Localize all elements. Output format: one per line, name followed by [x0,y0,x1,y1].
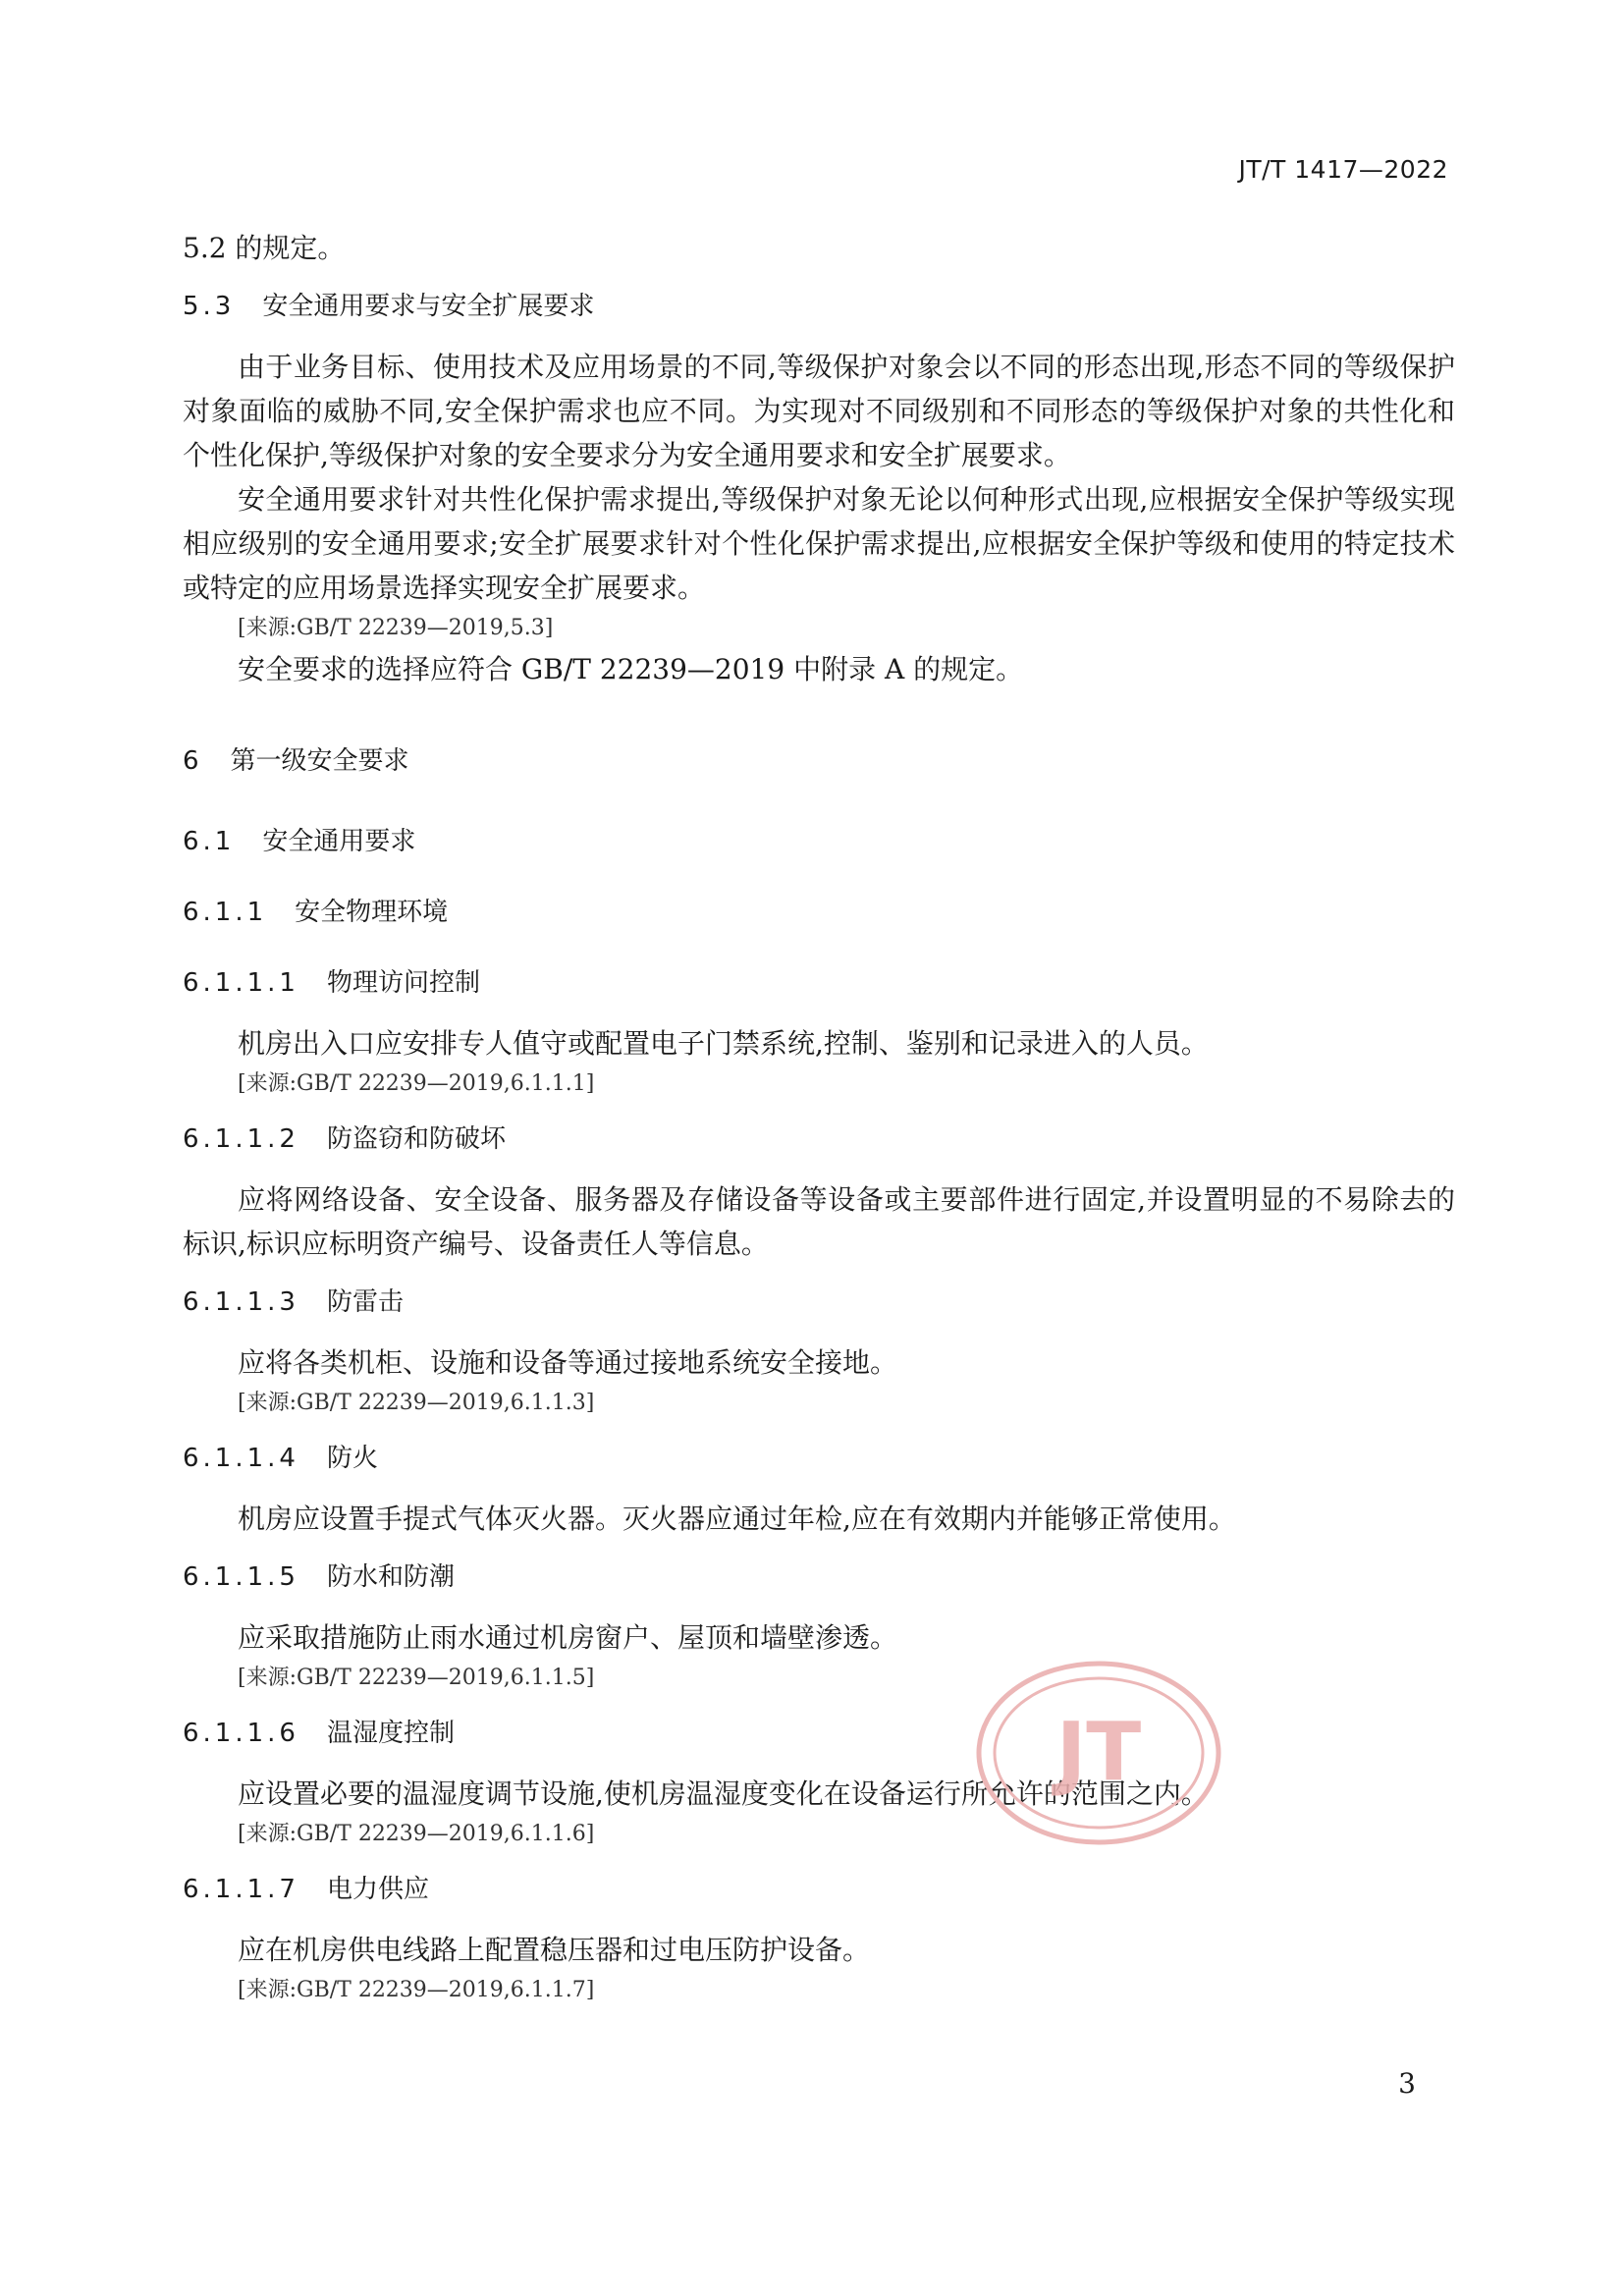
section-title: 物理访问控制 [326,968,480,998]
source-reference: [来源:GB/T 22239—2019,6.1.1.1] [238,1071,595,1096]
section-number: 6.1.1.1 [183,968,299,998]
paragraph: 由于业务目标、使用技术及应用场景的不同,等级保护对象会以不同的形态出现,形态不同的等级保护对象面临的威胁不同,安全保护需求也应不同。为实现对不同级别和不同形态的等级保护对象的共性化和个性化保护,等级保护对象的安全要求分为安全通用要求和安全扩展要求。 [183,351,1455,471]
paragraph: 应在机房供电线路上配置稳压器和过电压防护设备。 [238,1934,871,1966]
section-title: 防雷击 [326,1287,404,1317]
source-reference: [来源:GB/T 22239—2019,6.1.1.5] [238,1666,595,1690]
section-title: 电力供应 [326,1875,429,1904]
page-number: 3 [1398,2067,1416,2100]
source-reference: [来源:GB/T 22239—2019,5.3] [238,616,554,640]
section-title: 防水和防潮 [326,1562,455,1592]
section-number: 6 [183,746,203,776]
section-number: 6.1.1.3 [183,1287,299,1317]
standard-id: JT/T 1417—2022 [1238,155,1448,184]
section-number: 6.1.1.2 [183,1124,299,1154]
section-number: 6.1.1.4 [183,1444,299,1473]
section-number: 6.1.1.7 [183,1875,299,1904]
section-title: 安全通用要求与安全扩展要求 [262,292,595,321]
section-heading [183,1557,1455,1598]
section-title: 安全通用要求 [262,827,416,856]
paragraph: 机房应设置手提式气体灭火器。灭火器应通过年检,应在有效期内并能够正常使用。 [238,1503,1236,1535]
section-heading [183,1713,1455,1754]
section-title: 防火 [326,1444,378,1473]
paragraph: 安全通用要求针对共性化保护需求提出,等级保护对象无论以何种形式出现,应根据安全保护等级实现相应级别的安全通用要求;安全扩展要求针对个性化保护需求提出,应根据安全保护等级和使用的特定技术或特定的应用场景选择实现安全扩展要求。 [183,483,1455,604]
section-heading [183,892,1455,933]
document-body [183,226,1455,2009]
section-number: 6.1.1.6 [183,1719,299,1748]
section-title: 安全物理环境 [295,898,449,927]
section-heading [183,286,1455,327]
section-title: 温湿度控制 [326,1719,455,1748]
section-heading [183,1282,1455,1323]
source-reference: [来源:GB/T 22239—2019,6.1.1.6] [238,1822,595,1846]
paragraph: 5.2 的规定。 [183,232,346,264]
source-reference: [来源:GB/T 22239—2019,6.1.1.7] [238,1978,595,2002]
section-number: 6.1.1 [183,898,268,927]
section-heading [183,1119,1455,1160]
section-title: 防盗窃和防破坏 [326,1124,506,1154]
section-title: 第一级安全要求 [230,746,409,776]
jt-seal-watermark [975,1660,1222,1846]
paragraph: 应将各类机柜、设施和设备等通过接地系统安全接地。 [238,1346,898,1379]
section-number: 5.3 [183,292,236,321]
source-reference: [来源:GB/T 22239—2019,6.1.1.3] [238,1391,595,1415]
section-number: 6.1 [183,827,236,856]
section-heading [183,1438,1455,1479]
section-heading [183,821,1455,862]
section-heading [183,1869,1455,1910]
svg-text:JT: JT [1055,1706,1142,1799]
section-heading [183,740,1455,782]
paragraph: 应设置必要的温湿度调节设施,使机房温湿度变化在设备运行所允许的范围之内。 [238,1777,1209,1810]
section-number: 6.1.1.5 [183,1562,299,1592]
paragraph: 安全要求的选择应符合 GB/T 22239—2019 中附录 A 的规定。 [238,653,1024,685]
paragraph: 应采取措施防止雨水通过机房窗户、屋顶和墙壁渗透。 [238,1621,898,1654]
section-heading [183,962,1455,1004]
paragraph: 机房出入口应安排专人值守或配置电子门禁系统,控制、鉴别和记录进入的人员。 [238,1027,1209,1060]
paragraph: 应将网络设备、安全设备、服务器及存储设备等设备或主要部件进行固定,并设置明显的不易除去的标识,标识应标明资产编号、设备责任人等信息。 [183,1183,1455,1260]
